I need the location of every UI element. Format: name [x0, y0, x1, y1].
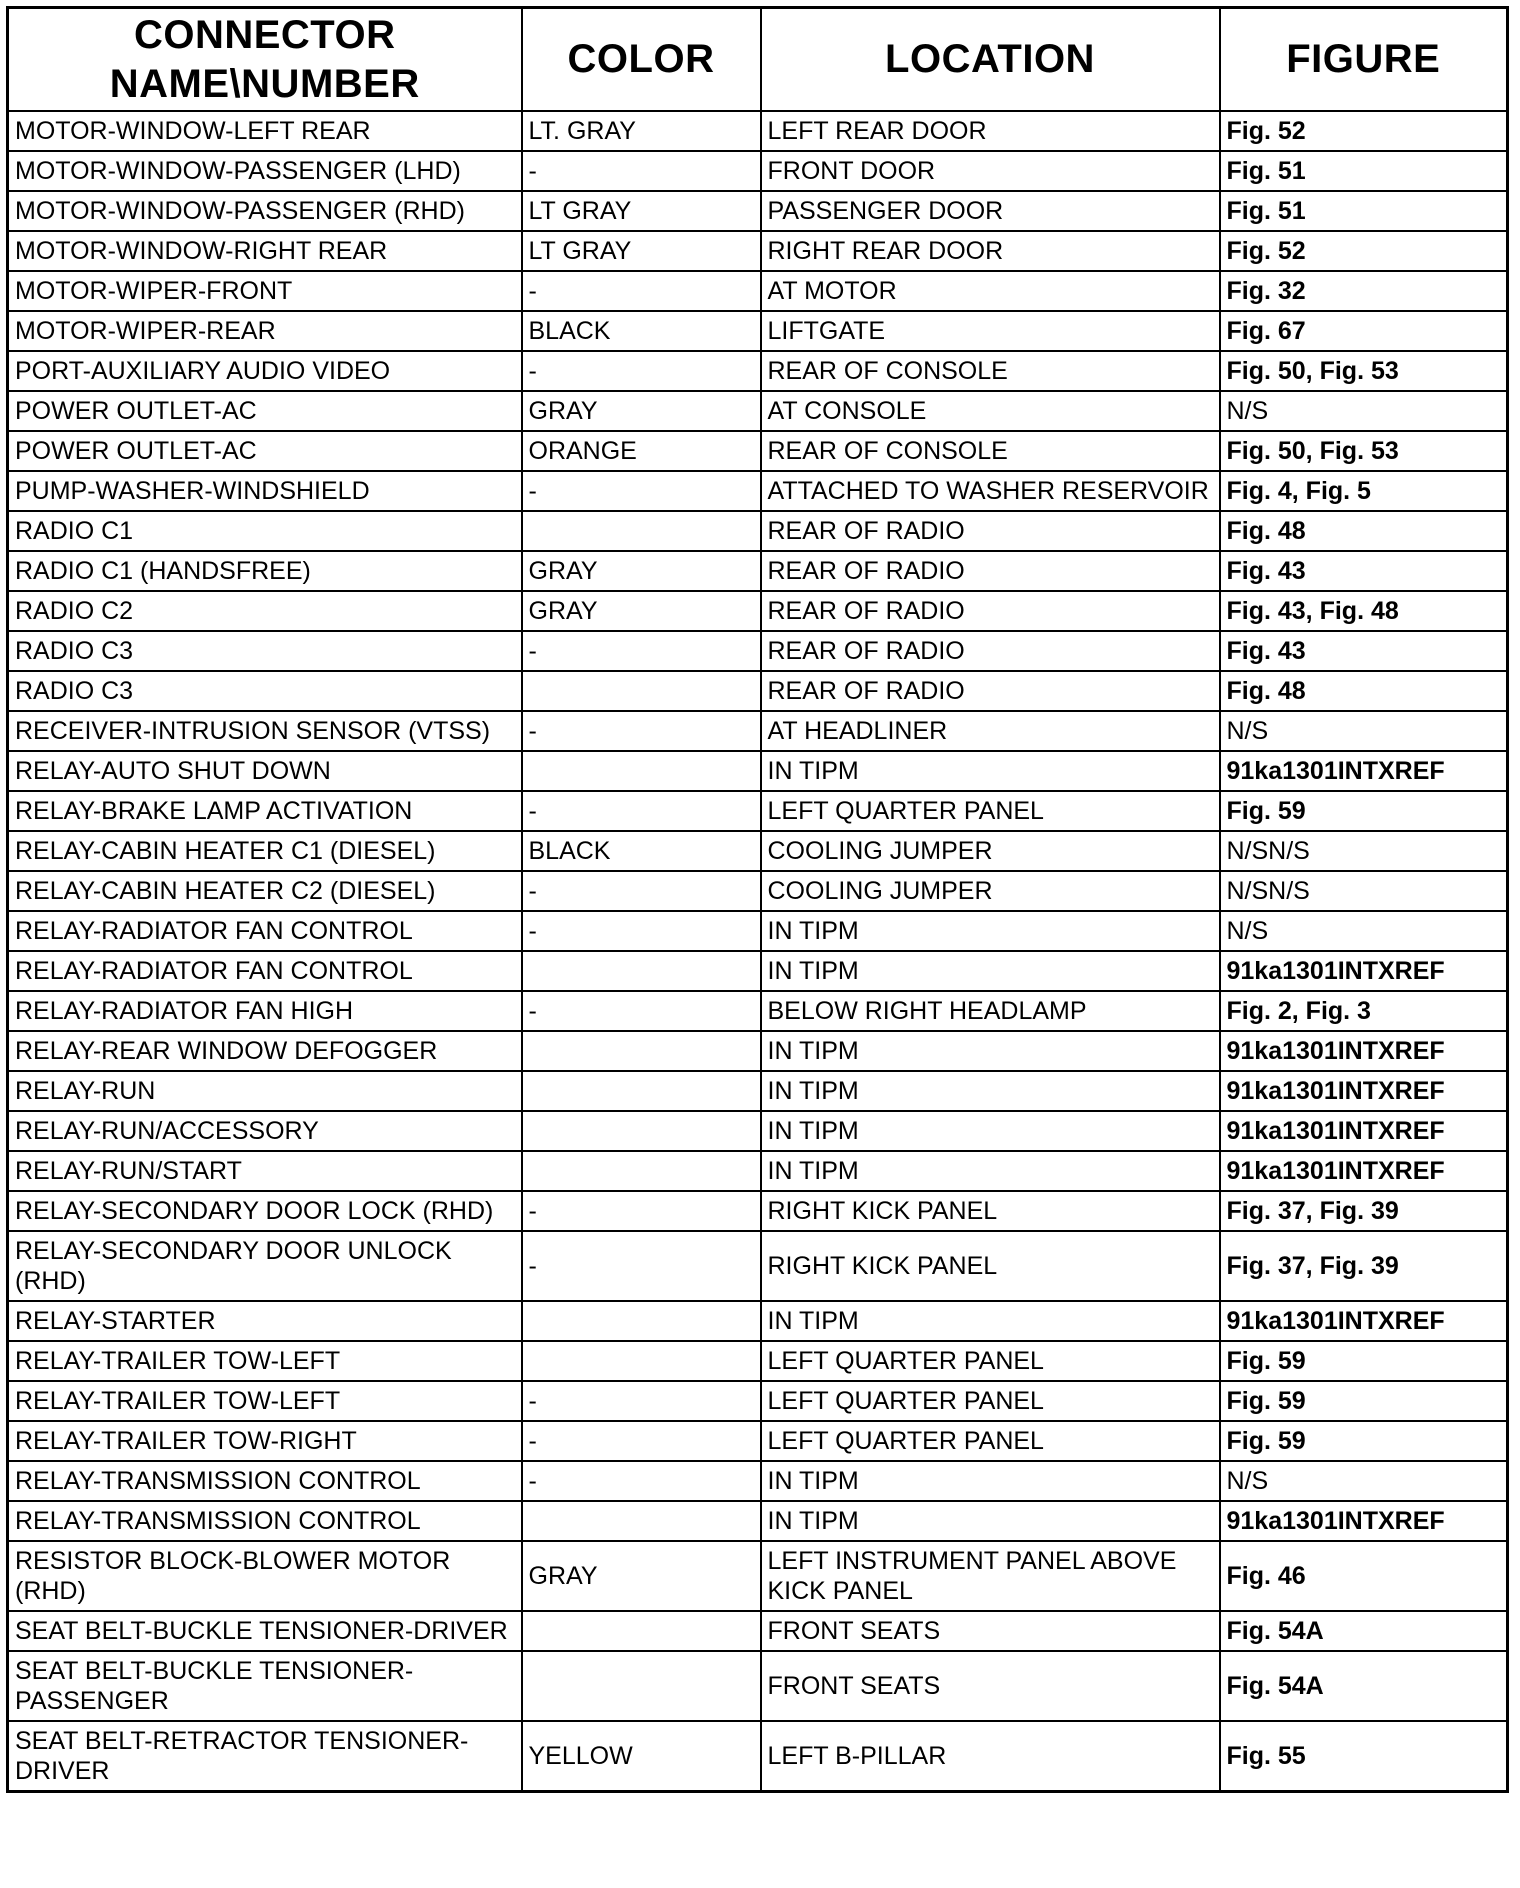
color-cell: -: [522, 471, 761, 511]
figure-cell: 91ka1301INTXREF: [1220, 1111, 1508, 1151]
color-cell: [522, 951, 761, 991]
figure-cell: Fig. 2, Fig. 3: [1220, 991, 1508, 1031]
table-row: [8, 1301, 1508, 1341]
table-row: [8, 1501, 1508, 1541]
color-cell: -: [522, 1231, 761, 1301]
figure-cell: Fig. 37, Fig. 39: [1220, 1191, 1508, 1231]
color-cell: -: [522, 1421, 761, 1461]
color-cell: YELLOW: [522, 1721, 761, 1792]
figure-cell: Fig. 32: [1220, 271, 1508, 311]
color-cell: [522, 1111, 761, 1151]
connector-name-cell: RELAY-TRAILER TOW-LEFT: [8, 1381, 522, 1421]
table-row: [8, 391, 1508, 431]
table-row: [8, 511, 1508, 551]
color-cell: [522, 671, 761, 711]
connector-name-cell: RELAY-RUN/START: [8, 1151, 522, 1191]
figure-cell: Fig. 54A: [1220, 1651, 1508, 1721]
color-cell: -: [522, 271, 761, 311]
connector-name-cell: RELAY-RUN: [8, 1071, 522, 1111]
connector-name-cell: POWER OUTLET-AC: [8, 431, 522, 471]
location-cell: LEFT REAR DOOR: [761, 111, 1220, 151]
connector-name-cell: RADIO C2: [8, 591, 522, 631]
table-row: [8, 671, 1508, 711]
table-row: [8, 591, 1508, 631]
connector-name-cell: RELAY-SECONDARY DOOR UNLOCK (RHD): [8, 1231, 522, 1301]
connector-name-cell: MOTOR-WINDOW-PASSENGER (LHD): [8, 151, 522, 191]
location-cell: REAR OF RADIO: [761, 671, 1220, 711]
connector-name-cell: RELAY-TRAILER TOW-LEFT: [8, 1341, 522, 1381]
connector-name-cell: PORT-AUXILIARY AUDIO VIDEO: [8, 351, 522, 391]
figure-cell: Fig. 51: [1220, 151, 1508, 191]
location-cell: REAR OF RADIO: [761, 591, 1220, 631]
color-cell: [522, 511, 761, 551]
figure-cell: N/SN/S: [1220, 831, 1508, 871]
connector-name-cell: RELAY-REAR WINDOW DEFOGGER: [8, 1031, 522, 1071]
color-cell: GRAY: [522, 1541, 761, 1611]
location-cell: REAR OF RADIO: [761, 551, 1220, 591]
location-cell: LEFT QUARTER PANEL: [761, 1381, 1220, 1421]
figure-cell: Fig. 54A: [1220, 1611, 1508, 1651]
color-cell: -: [522, 871, 761, 911]
figure-cell: Fig. 50, Fig. 53: [1220, 351, 1508, 391]
figure-cell: Fig. 52: [1220, 111, 1508, 151]
table-row: [8, 351, 1508, 391]
connector-name-cell: MOTOR-WIPER-REAR: [8, 311, 522, 351]
location-cell: RIGHT REAR DOOR: [761, 231, 1220, 271]
connector-name-cell: RELAY-CABIN HEATER C1 (DIESEL): [8, 831, 522, 871]
color-cell: GRAY: [522, 551, 761, 591]
figure-cell: N/SN/S: [1220, 871, 1508, 911]
location-cell: FRONT SEATS: [761, 1611, 1220, 1651]
connector-name-cell: RADIO C3: [8, 631, 522, 671]
figure-cell: Fig. 43: [1220, 551, 1508, 591]
table-row: [8, 1071, 1508, 1111]
figure-cell: N/S: [1220, 711, 1508, 751]
figure-cell: 91ka1301INTXREF: [1220, 1031, 1508, 1071]
figure-cell: Fig. 4, Fig. 5: [1220, 471, 1508, 511]
location-cell: RIGHT KICK PANEL: [761, 1191, 1220, 1231]
header-location: LOCATION: [761, 8, 1220, 112]
table-row: [8, 1341, 1508, 1381]
table-row: [8, 551, 1508, 591]
figure-cell: Fig. 43, Fig. 48: [1220, 591, 1508, 631]
table-row: [8, 711, 1508, 751]
table-row: [8, 1191, 1508, 1231]
location-cell: PASSENGER DOOR: [761, 191, 1220, 231]
location-cell: COOLING JUMPER: [761, 871, 1220, 911]
table-row: [8, 951, 1508, 991]
table-row: [8, 1111, 1508, 1151]
color-cell: -: [522, 791, 761, 831]
location-cell: COOLING JUMPER: [761, 831, 1220, 871]
figure-cell: 91ka1301INTXREF: [1220, 951, 1508, 991]
location-cell: LEFT B-PILLAR: [761, 1721, 1220, 1792]
location-cell: IN TIPM: [761, 1461, 1220, 1501]
table-row: [8, 111, 1508, 151]
connector-name-cell: RELAY-BRAKE LAMP ACTIVATION: [8, 791, 522, 831]
connector-name-cell: MOTOR-WINDOW-RIGHT REAR: [8, 231, 522, 271]
color-cell: [522, 1151, 761, 1191]
table-row: [8, 1651, 1508, 1721]
table-row: [8, 431, 1508, 471]
figure-cell: Fig. 37, Fig. 39: [1220, 1231, 1508, 1301]
color-cell: -: [522, 351, 761, 391]
location-cell: ATTACHED TO WASHER RESERVOIR: [761, 471, 1220, 511]
table-row: [8, 151, 1508, 191]
color-cell: -: [522, 1381, 761, 1421]
table-row: [8, 1231, 1508, 1301]
color-cell: LT. GRAY: [522, 111, 761, 151]
location-cell: IN TIPM: [761, 1031, 1220, 1071]
location-cell: IN TIPM: [761, 1071, 1220, 1111]
figure-cell: Fig. 59: [1220, 1341, 1508, 1381]
location-cell: AT MOTOR: [761, 271, 1220, 311]
figure-cell: 91ka1301INTXREF: [1220, 1301, 1508, 1341]
color-cell: -: [522, 151, 761, 191]
connector-name-cell: RELAY-RADIATOR FAN CONTROL: [8, 911, 522, 951]
color-cell: [522, 1071, 761, 1111]
color-cell: [522, 1341, 761, 1381]
table-row: [8, 791, 1508, 831]
connector-name-cell: RELAY-TRAILER TOW-RIGHT: [8, 1421, 522, 1461]
location-cell: IN TIPM: [761, 1301, 1220, 1341]
color-cell: -: [522, 631, 761, 671]
color-cell: [522, 751, 761, 791]
location-cell: LEFT INSTRUMENT PANEL ABOVE KICK PANEL: [761, 1541, 1220, 1611]
location-cell: LEFT QUARTER PANEL: [761, 1421, 1220, 1461]
connector-name-cell: RADIO C1: [8, 511, 522, 551]
figure-cell: 91ka1301INTXREF: [1220, 1071, 1508, 1111]
table-body: [8, 111, 1508, 1792]
connector-name-cell: SEAT BELT-RETRACTOR TENSIONER-DRIVER: [8, 1721, 522, 1792]
location-cell: REAR OF RADIO: [761, 511, 1220, 551]
figure-cell: Fig. 59: [1220, 1381, 1508, 1421]
connector-name-cell: RELAY-RADIATOR FAN CONTROL: [8, 951, 522, 991]
table-row: [8, 231, 1508, 271]
table-row: [8, 1541, 1508, 1611]
location-cell: FRONT DOOR: [761, 151, 1220, 191]
location-cell: IN TIPM: [761, 911, 1220, 951]
connector-name-cell: RELAY-RUN/ACCESSORY: [8, 1111, 522, 1151]
figure-cell: Fig. 52: [1220, 231, 1508, 271]
location-cell: LEFT QUARTER PANEL: [761, 1341, 1220, 1381]
header-connector: CONNECTOR NAME\NUMBER: [8, 8, 522, 112]
location-cell: REAR OF CONSOLE: [761, 431, 1220, 471]
connector-name-cell: RECEIVER-INTRUSION SENSOR (VTSS): [8, 711, 522, 751]
table-row: [8, 311, 1508, 351]
color-cell: [522, 1031, 761, 1071]
color-cell: LT GRAY: [522, 231, 761, 271]
color-cell: BLACK: [522, 831, 761, 871]
color-cell: -: [522, 1461, 761, 1501]
figure-cell: Fig. 46: [1220, 1541, 1508, 1611]
color-cell: GRAY: [522, 391, 761, 431]
connector-name-cell: MOTOR-WINDOW-PASSENGER (RHD): [8, 191, 522, 231]
header-figure: FIGURE: [1220, 8, 1508, 112]
figure-cell: Fig. 67: [1220, 311, 1508, 351]
connector-name-cell: SEAT BELT-BUCKLE TENSIONER-PASSENGER: [8, 1651, 522, 1721]
color-cell: BLACK: [522, 311, 761, 351]
connector-name-cell: MOTOR-WINDOW-LEFT REAR: [8, 111, 522, 151]
header-color: COLOR: [522, 8, 761, 112]
location-cell: RIGHT KICK PANEL: [761, 1231, 1220, 1301]
location-cell: AT CONSOLE: [761, 391, 1220, 431]
connector-name-cell: RADIO C1 (HANDSFREE): [8, 551, 522, 591]
color-cell: -: [522, 711, 761, 751]
connector-table-container: [6, 6, 1509, 1793]
color-cell: [522, 1611, 761, 1651]
table-row: [8, 1461, 1508, 1501]
location-cell: IN TIPM: [761, 751, 1220, 791]
connector-name-cell: SEAT BELT-BUCKLE TENSIONER-DRIVER: [8, 1611, 522, 1651]
figure-cell: N/S: [1220, 1461, 1508, 1501]
table-row: [8, 271, 1508, 311]
color-cell: -: [522, 1191, 761, 1231]
color-cell: [522, 1501, 761, 1541]
connector-table: [6, 6, 1509, 1793]
table-row: [8, 471, 1508, 511]
location-cell: BELOW RIGHT HEADLAMP: [761, 991, 1220, 1031]
connector-name-cell: RELAY-TRANSMISSION CONTROL: [8, 1461, 522, 1501]
table-row: [8, 911, 1508, 951]
table-row: [8, 751, 1508, 791]
location-cell: REAR OF RADIO: [761, 631, 1220, 671]
location-cell: IN TIPM: [761, 1111, 1220, 1151]
connector-name-cell: PUMP-WASHER-WINDSHIELD: [8, 471, 522, 511]
table-row: [8, 831, 1508, 871]
figure-cell: Fig. 48: [1220, 671, 1508, 711]
table-row: [8, 991, 1508, 1031]
figure-cell: N/S: [1220, 391, 1508, 431]
location-cell: IN TIPM: [761, 1501, 1220, 1541]
table-row: [8, 1151, 1508, 1191]
color-cell: -: [522, 991, 761, 1031]
connector-name-cell: POWER OUTLET-AC: [8, 391, 522, 431]
table-row: [8, 1421, 1508, 1461]
figure-cell: Fig. 48: [1220, 511, 1508, 551]
location-cell: LEFT QUARTER PANEL: [761, 791, 1220, 831]
connector-name-cell: RESISTOR BLOCK-BLOWER MOTOR (RHD): [8, 1541, 522, 1611]
color-cell: GRAY: [522, 591, 761, 631]
color-cell: ORANGE: [522, 431, 761, 471]
table-row: [8, 191, 1508, 231]
connector-name-cell: RELAY-AUTO SHUT DOWN: [8, 751, 522, 791]
figure-cell: 91ka1301INTXREF: [1220, 1501, 1508, 1541]
table-header-row: [8, 8, 1508, 112]
location-cell: LIFTGATE: [761, 311, 1220, 351]
figure-cell: N/S: [1220, 911, 1508, 951]
table-row: [8, 1031, 1508, 1071]
connector-name-cell: RELAY-SECONDARY DOOR LOCK (RHD): [8, 1191, 522, 1231]
location-cell: IN TIPM: [761, 1151, 1220, 1191]
location-cell: AT HEADLINER: [761, 711, 1220, 751]
color-cell: [522, 1301, 761, 1341]
figure-cell: Fig. 43: [1220, 631, 1508, 671]
connector-name-cell: MOTOR-WIPER-FRONT: [8, 271, 522, 311]
figure-cell: Fig. 51: [1220, 191, 1508, 231]
figure-cell: Fig. 59: [1220, 1421, 1508, 1461]
connector-name-cell: RADIO C3: [8, 671, 522, 711]
table-row: [8, 1381, 1508, 1421]
figure-cell: 91ka1301INTXREF: [1220, 1151, 1508, 1191]
figure-cell: Fig. 50, Fig. 53: [1220, 431, 1508, 471]
figure-cell: 91ka1301INTXREF: [1220, 751, 1508, 791]
color-cell: -: [522, 911, 761, 951]
location-cell: IN TIPM: [761, 951, 1220, 991]
table-row: [8, 1721, 1508, 1792]
figure-cell: Fig. 59: [1220, 791, 1508, 831]
color-cell: [522, 1651, 761, 1721]
table-row: [8, 631, 1508, 671]
connector-name-cell: RELAY-STARTER: [8, 1301, 522, 1341]
connector-name-cell: RELAY-CABIN HEATER C2 (DIESEL): [8, 871, 522, 911]
figure-cell: Fig. 55: [1220, 1721, 1508, 1792]
color-cell: LT GRAY: [522, 191, 761, 231]
connector-name-cell: RELAY-TRANSMISSION CONTROL: [8, 1501, 522, 1541]
location-cell: REAR OF CONSOLE: [761, 351, 1220, 391]
connector-name-cell: RELAY-RADIATOR FAN HIGH: [8, 991, 522, 1031]
location-cell: FRONT SEATS: [761, 1651, 1220, 1721]
table-row: [8, 1611, 1508, 1651]
table-row: [8, 871, 1508, 911]
